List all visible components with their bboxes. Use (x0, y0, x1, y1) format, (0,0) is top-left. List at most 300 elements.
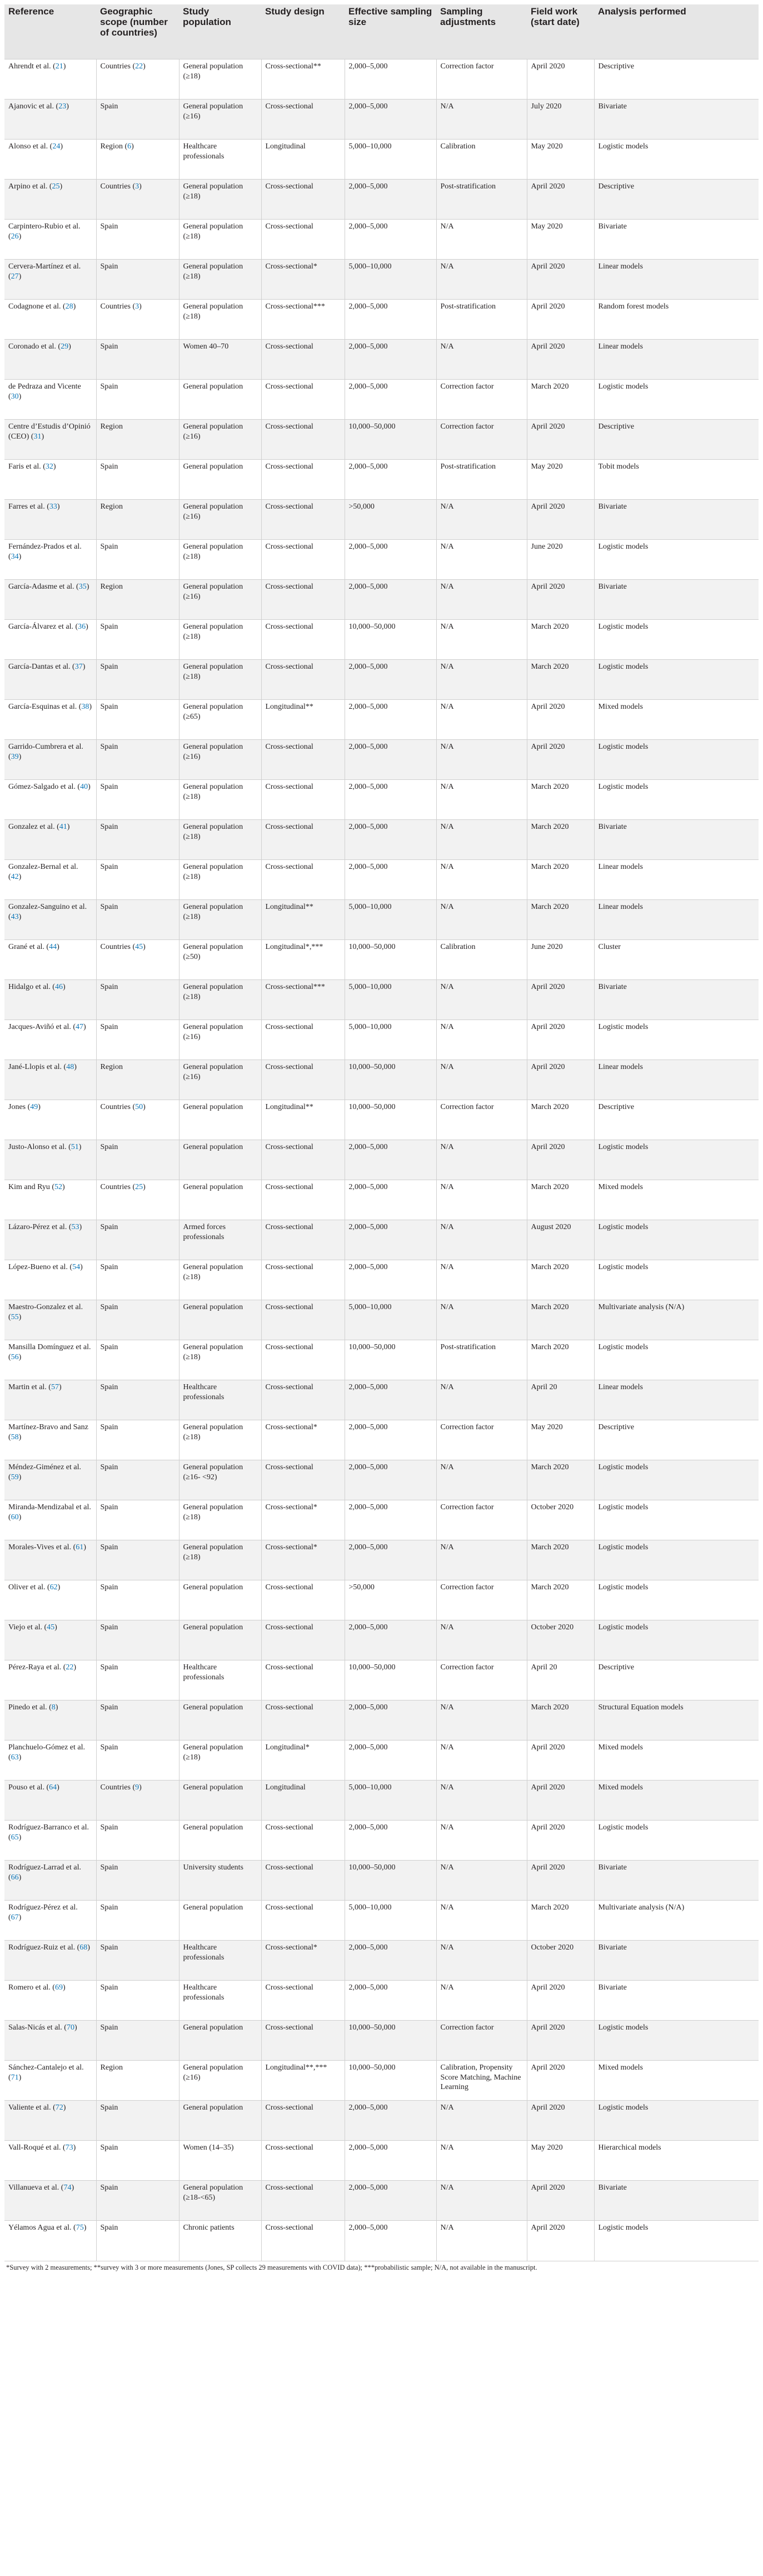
citation-link[interactable]: 21 (55, 62, 63, 71)
table-row (4, 1380, 759, 1420)
cell-effective-sampling-size: 10,000–50,000 (345, 1060, 436, 1100)
citation-link[interactable]: 45 (47, 1623, 55, 1632)
cell-effective-sampling-size: 10,000–50,000 (345, 940, 436, 980)
author-text: Vall-Roqué et al. ( (8, 2144, 66, 2152)
scope-count-link[interactable]: 25 (135, 1183, 143, 1191)
cell-analysis-performed: Bivariate (594, 1861, 759, 1901)
table-row (4, 740, 759, 780)
citation-link[interactable]: 64 (49, 1783, 57, 1792)
cell-analysis-performed: Linear models (594, 340, 759, 380)
cell-field-work-date: April 2020 (527, 340, 594, 380)
scope-text: Spain (100, 1303, 118, 1311)
citation-link[interactable]: 30 (11, 392, 19, 401)
cell-field-work-date: April 2020 (527, 1861, 594, 1901)
table-body (4, 59, 759, 2261)
cell-study-design: Cross-sectional*** (261, 980, 345, 1020)
cell-study-design: Cross-sectional (261, 2181, 345, 2221)
scope-count-link[interactable]: 3 (135, 302, 139, 311)
citation-close: ) (18, 392, 22, 401)
cell-geographic-scope (96, 740, 179, 780)
cell-analysis-performed: Bivariate (594, 500, 759, 540)
cell-study-population: General population (179, 2021, 261, 2061)
cell-reference (4, 1821, 96, 1861)
cell-sampling-adjustments: N/A (436, 1460, 527, 1500)
scope-text: Spain (100, 382, 118, 391)
cell-study-design: Longitudinal (261, 1781, 345, 1821)
cell-field-work-date: March 2020 (527, 1300, 594, 1340)
table-row (4, 460, 759, 500)
citation-link[interactable]: 46 (54, 983, 63, 991)
table-row (4, 1300, 759, 1340)
cell-study-design: Cross-sectional*** (261, 300, 345, 340)
citation-link[interactable]: 36 (78, 623, 86, 631)
cell-study-population: General population (179, 460, 261, 500)
cell-analysis-performed: Linear models (594, 860, 759, 900)
cell-study-population: General population (≥18) (179, 860, 261, 900)
cell-reference (4, 420, 96, 460)
cell-analysis-performed: Bivariate (594, 980, 759, 1020)
author-text: Gonzalez-Bernal et al. ( (8, 863, 78, 881)
cell-study-design: Cross-sectional (261, 220, 345, 260)
citation-link[interactable]: 44 (49, 943, 57, 951)
cell-reference (4, 2141, 96, 2181)
citation-close: ) (80, 1263, 83, 1271)
author-text: Martin et al. ( (8, 1383, 51, 1391)
citation-link[interactable]: 54 (72, 1263, 81, 1271)
cell-geographic-scope (96, 260, 179, 300)
author-text: Jones ( (8, 1103, 31, 1111)
cell-analysis-performed: Bivariate (594, 1981, 759, 2021)
citation-link[interactable]: 26 (11, 232, 19, 241)
citation-close: ) (18, 552, 22, 561)
cell-study-design: Cross-sectional (261, 1380, 345, 1420)
cell-reference (4, 780, 96, 820)
author-text: Arpino et al. ( (8, 182, 52, 191)
cell-study-design: Cross-sectional (261, 2021, 345, 2061)
cell-study-population: General population (179, 1140, 261, 1180)
cell-sampling-adjustments: N/A (436, 1861, 527, 1901)
table-row (4, 1100, 759, 1140)
cell-geographic-scope (96, 1821, 179, 1861)
cell-analysis-performed: Logistic models (594, 380, 759, 420)
cell-reference (4, 980, 96, 1020)
citation-link[interactable]: 22 (66, 1663, 74, 1672)
citation-close: ) (18, 272, 22, 281)
cell-study-population: General population (179, 2101, 261, 2141)
author-text: Rodríguez-Barranco et al. ( (8, 1823, 89, 1842)
citation-close: ) (18, 1913, 22, 1922)
cell-sampling-adjustments: N/A (436, 500, 527, 540)
cell-study-population: General population (≥16) (179, 740, 261, 780)
cell-field-work-date: June 2020 (527, 540, 594, 580)
cell-effective-sampling-size: 2,000–5,000 (345, 1380, 436, 1420)
citation-link[interactable]: 71 (11, 2073, 19, 2082)
scope-count-link[interactable]: 9 (135, 1783, 139, 1792)
cell-study-design: Longitudinal** (261, 700, 345, 740)
citation-close: ) (18, 1753, 22, 1762)
citation-link[interactable]: 51 (71, 1143, 79, 1151)
cell-effective-sampling-size: >50,000 (345, 1580, 436, 1620)
scope-text: Spain (100, 623, 118, 631)
cell-geographic-scope: Countries (50) (96, 1100, 179, 1140)
author-text: García-Esquinas et al. ( (8, 703, 82, 711)
citation-close: ) (86, 623, 88, 631)
cell-reference (4, 740, 96, 780)
citation-link[interactable]: 40 (80, 783, 88, 791)
citation-close: ) (74, 2023, 77, 2032)
cell-sampling-adjustments: Correction factor (436, 420, 527, 460)
table-row (4, 980, 759, 1020)
cell-sampling-adjustments: N/A (436, 1140, 527, 1180)
table-row (4, 140, 759, 180)
citation-link[interactable]: 29 (61, 342, 69, 351)
cell-field-work-date: April 2020 (527, 580, 594, 620)
citation-close: ) (73, 302, 76, 311)
citation-link[interactable]: 52 (54, 1183, 63, 1191)
cell-sampling-adjustments: N/A (436, 980, 527, 1020)
cell-sampling-adjustments: N/A (436, 1380, 527, 1420)
cell-geographic-scope (96, 660, 179, 700)
author-text: Gonzalez-Sanguino et al. ( (8, 903, 87, 921)
citation-link[interactable]: 35 (78, 583, 87, 591)
cell-analysis-performed: Logistic models (594, 1220, 759, 1260)
author-text: Justo-Alonso et al. ( (8, 1143, 71, 1151)
cell-geographic-scope (96, 700, 179, 740)
table-row (4, 340, 759, 380)
scope-text: Spain (100, 1423, 118, 1431)
cell-effective-sampling-size: 10,000–50,000 (345, 2021, 436, 2061)
scope-count-link[interactable]: 50 (135, 1103, 143, 1111)
table-row (4, 700, 759, 740)
cell-sampling-adjustments: Post-stratification (436, 180, 527, 220)
citation-link[interactable]: 28 (65, 302, 73, 311)
table-row (4, 1901, 759, 1941)
cell-effective-sampling-size: 2,000–5,000 (345, 540, 436, 580)
cell-effective-sampling-size: 2,000–5,000 (345, 340, 436, 380)
scope-count-link[interactable]: 6 (127, 142, 132, 151)
cell-reference (4, 1020, 96, 1060)
cell-study-population: General population (≥16) (179, 1020, 261, 1060)
citation-close: ) (18, 752, 22, 761)
scope-text: Spain (100, 1863, 118, 1872)
cell-field-work-date: May 2020 (527, 220, 594, 260)
citation-link[interactable]: 75 (76, 2224, 84, 2232)
citation-link[interactable]: 25 (52, 182, 60, 191)
citation-link[interactable]: 73 (65, 2144, 73, 2152)
cell-geographic-scope (96, 1420, 179, 1460)
citation-link[interactable]: 65 (11, 1833, 19, 1842)
cell-sampling-adjustments: N/A (436, 1740, 527, 1781)
cell-effective-sampling-size: 5,000–10,000 (345, 1781, 436, 1821)
cell-effective-sampling-size: 2,000–5,000 (345, 2141, 436, 2181)
table-row (4, 580, 759, 620)
citation-close: ) (83, 1543, 86, 1551)
cell-study-design: Cross-sectional (261, 1620, 345, 1660)
cell-study-design: Longitudinal*,*** (261, 940, 345, 980)
cell-study-population: General population (179, 1821, 261, 1861)
cell-effective-sampling-size: 2,000–5,000 (345, 1540, 436, 1580)
cell-analysis-performed: Descriptive (594, 420, 759, 460)
cell-study-design: Cross-sectional* (261, 1500, 345, 1540)
cell-geographic-scope (96, 1260, 179, 1300)
cell-analysis-performed: Logistic models (594, 1460, 759, 1500)
citation-link[interactable]: 60 (11, 1513, 19, 1521)
cell-geographic-scope: Countries (45) (96, 940, 179, 980)
cell-geographic-scope (96, 2221, 179, 2261)
table-row (4, 380, 759, 420)
cell-geographic-scope (96, 1020, 179, 1060)
cell-reference (4, 2181, 96, 2221)
citation-link[interactable]: 49 (30, 1103, 38, 1111)
scope-text: Spain (100, 1623, 118, 1632)
table-row (4, 820, 759, 860)
citation-link[interactable]: 32 (45, 463, 53, 471)
header-reference: Reference (4, 4, 96, 59)
cell-geographic-scope (96, 500, 179, 540)
citation-link[interactable]: 53 (71, 1223, 79, 1231)
cell-sampling-adjustments: N/A (436, 1901, 527, 1941)
cell-study-design: Cross-sectional (261, 1260, 345, 1300)
cell-geographic-scope (96, 1700, 179, 1740)
cell-reference (4, 1981, 96, 2021)
citation-link[interactable]: 48 (66, 1063, 74, 1071)
scope-count-link[interactable]: 3 (135, 182, 139, 191)
cell-field-work-date: April 2020 (527, 420, 594, 460)
citation-link[interactable]: 63 (11, 1753, 19, 1762)
citation-link[interactable]: 55 (11, 1312, 19, 1321)
cell-study-design: Cross-sectional (261, 580, 345, 620)
cell-field-work-date: July 2020 (527, 100, 594, 140)
cell-field-work-date: March 2020 (527, 1460, 594, 1500)
scope-text: Spain (100, 1463, 118, 1471)
cell-geographic-scope (96, 1060, 179, 1100)
citation-close: ) (74, 1063, 77, 1071)
cell-geographic-scope (96, 1460, 179, 1500)
citation-link[interactable]: 41 (59, 823, 67, 831)
cell-field-work-date: August 2020 (527, 1220, 594, 1260)
table-row (4, 540, 759, 580)
cell-effective-sampling-size: 2,000–5,000 (345, 580, 436, 620)
cell-geographic-scope (96, 2101, 179, 2141)
author-text: Morales-Vives et al. ( (8, 1543, 76, 1551)
citation-link[interactable]: 24 (52, 142, 61, 151)
citation-close: ) (88, 783, 91, 791)
table-row (4, 1540, 759, 1580)
cell-sampling-adjustments: N/A (436, 580, 527, 620)
citation-close: ) (62, 983, 66, 991)
cell-sampling-adjustments: N/A (436, 1300, 527, 1340)
cell-geographic-scope (96, 220, 179, 260)
citation-link[interactable]: 68 (79, 1943, 88, 1952)
cell-reference (4, 1300, 96, 1340)
citation-link[interactable]: 37 (74, 663, 83, 671)
citation-link[interactable]: 23 (58, 102, 67, 111)
scope-text: Spain (100, 1823, 118, 1832)
citation-link[interactable]: 47 (76, 1023, 84, 1031)
table-row (4, 780, 759, 820)
cell-study-population: General population (≥18) (179, 980, 261, 1020)
cell-sampling-adjustments: N/A (436, 540, 527, 580)
citation-link[interactable]: 8 (51, 1703, 56, 1712)
author-text: Planchuelo-Gómez et al. ( (8, 1743, 86, 1762)
cell-study-population: General population (≥18) (179, 820, 261, 860)
scope-text: Spain (100, 102, 118, 111)
citation-close: ) (18, 912, 22, 921)
cell-field-work-date: May 2020 (527, 460, 594, 500)
citation-link[interactable]: 38 (81, 703, 89, 711)
cell-study-design: Cross-sectional (261, 740, 345, 780)
scope-text: Countries (100, 1103, 131, 1111)
cell-sampling-adjustments: N/A (436, 1220, 527, 1260)
author-text: Valiente et al. ( (8, 2103, 56, 2112)
citation-link[interactable]: 33 (49, 503, 57, 511)
cell-effective-sampling-size: 10,000–50,000 (345, 1100, 436, 1140)
table-row (4, 1981, 759, 2021)
scope-text: Spain (100, 1343, 118, 1351)
cell-reference (4, 59, 96, 100)
scope-count-link[interactable]: 45 (135, 943, 143, 951)
citation-link[interactable]: 56 (11, 1352, 19, 1361)
citation-link[interactable]: 57 (51, 1383, 59, 1391)
cell-geographic-scope (96, 460, 179, 500)
table-row (4, 1941, 759, 1981)
citation-link[interactable]: 31 (33, 432, 42, 441)
cell-geographic-scope (96, 1540, 179, 1580)
scope-text: Region (100, 583, 123, 591)
cell-analysis-performed: Linear models (594, 1380, 759, 1420)
scope-text: Spain (100, 1983, 118, 1992)
scope-text: Spain (100, 1943, 118, 1952)
cell-study-population: General population (≥16) (179, 2061, 261, 2101)
table-row (4, 900, 759, 940)
cell-study-design: Longitudinal** (261, 900, 345, 940)
cell-sampling-adjustments: Correction factor (436, 1500, 527, 1540)
cell-analysis-performed: Logistic models (594, 1620, 759, 1660)
header-field-work: Field work (start date) (527, 4, 594, 59)
cell-sampling-adjustments: Calibration (436, 940, 527, 980)
cell-field-work-date: April 2020 (527, 2181, 594, 2221)
table-row (4, 1500, 759, 1540)
cell-analysis-performed: Bivariate (594, 580, 759, 620)
citation-link[interactable]: 39 (11, 752, 19, 761)
cell-field-work-date: October 2020 (527, 1500, 594, 1540)
scope-count-link[interactable]: 22 (135, 62, 143, 71)
citation-close: ) (57, 503, 60, 511)
cell-effective-sampling-size: 2,000–5,000 (345, 1941, 436, 1981)
cell-study-population: Healthcare professionals (179, 140, 261, 180)
citation-close: ) (57, 943, 59, 951)
cell-geographic-scope (96, 620, 179, 660)
citation-close: ) (58, 1383, 62, 1391)
citation-link[interactable]: 61 (76, 1543, 84, 1551)
cell-study-population: General population (179, 1700, 261, 1740)
table-row (4, 1060, 759, 1100)
citation-link[interactable]: 72 (55, 2103, 63, 2112)
cell-reference (4, 1340, 96, 1380)
cell-field-work-date: April 2020 (527, 2221, 594, 2261)
cell-study-design: Cross-sectional (261, 860, 345, 900)
cell-analysis-performed: Logistic models (594, 660, 759, 700)
cell-reference (4, 1100, 96, 1140)
citation-link[interactable]: 43 (11, 912, 19, 921)
citation-close: ) (18, 1433, 22, 1441)
cell-reference (4, 1700, 96, 1740)
cell-analysis-performed: Logistic models (594, 620, 759, 660)
cell-field-work-date: March 2020 (527, 1260, 594, 1300)
table-row (4, 1020, 759, 1060)
cell-effective-sampling-size: 2,000–5,000 (345, 740, 436, 780)
cell-analysis-performed: Mixed models (594, 1740, 759, 1781)
cell-geographic-scope: Countries (22) (96, 59, 179, 100)
cell-effective-sampling-size: 5,000–10,000 (345, 140, 436, 180)
table-row (4, 59, 759, 100)
cell-field-work-date: April 2020 (527, 500, 594, 540)
table-row (4, 2221, 759, 2261)
cell-analysis-performed: Bivariate (594, 220, 759, 260)
cell-study-population: Armed forces professionals (179, 1220, 261, 1260)
cell-study-design: Cross-sectional (261, 380, 345, 420)
cell-sampling-adjustments: N/A (436, 1781, 527, 1821)
cell-study-population: General population (179, 380, 261, 420)
cell-geographic-scope (96, 1620, 179, 1660)
citation-link[interactable]: 58 (11, 1433, 19, 1441)
citation-link[interactable]: 66 (11, 1873, 19, 1882)
table-row (4, 2021, 759, 2061)
cell-geographic-scope (96, 1300, 179, 1340)
cell-reference (4, 300, 96, 340)
cell-reference (4, 540, 96, 580)
cell-reference (4, 1420, 96, 1460)
citation-link[interactable]: 59 (11, 1473, 19, 1481)
author-text: Grané et al. ( (8, 943, 49, 951)
citation-link[interactable]: 42 (11, 872, 19, 881)
scope-text: Region (100, 503, 123, 511)
cell-analysis-performed: Logistic models (594, 1140, 759, 1180)
cell-reference (4, 180, 96, 220)
cell-study-design: Cross-sectional (261, 1700, 345, 1740)
cell-geographic-scope (96, 380, 179, 420)
cell-reference (4, 220, 96, 260)
citation-link[interactable]: 69 (54, 1983, 63, 1992)
citation-close: ) (18, 1352, 22, 1361)
citation-close: ) (62, 1983, 66, 1992)
table-row (4, 100, 759, 140)
table-row (4, 1420, 759, 1460)
cell-geographic-scope (96, 1580, 179, 1620)
cell-geographic-scope (96, 1380, 179, 1420)
cell-analysis-performed: Logistic models (594, 1340, 759, 1380)
citation-link[interactable]: 67 (11, 1913, 19, 1922)
cell-reference (4, 1260, 96, 1300)
citation-link[interactable]: 62 (49, 1583, 58, 1592)
citation-close: ) (41, 432, 44, 441)
cell-sampling-adjustments: N/A (436, 1060, 527, 1100)
cell-sampling-adjustments: N/A (436, 1260, 527, 1300)
cell-field-work-date: March 2020 (527, 380, 594, 420)
scope-text: Spain (100, 1903, 118, 1912)
cell-study-design: Cross-sectional (261, 460, 345, 500)
citation-link[interactable]: 70 (66, 2023, 74, 2032)
citation-link[interactable]: 74 (63, 2184, 72, 2192)
scope-text: Spain (100, 1583, 118, 1592)
cell-study-design: Cross-sectional (261, 1180, 345, 1220)
scope-text: Spain (100, 1503, 118, 1511)
scope-text: Spain (100, 863, 118, 871)
citation-link[interactable]: 27 (11, 272, 19, 281)
scope-text: Spain (100, 983, 118, 991)
author-text: García-Álvarez et al. ( (8, 623, 78, 631)
citation-link[interactable]: 34 (11, 552, 19, 561)
